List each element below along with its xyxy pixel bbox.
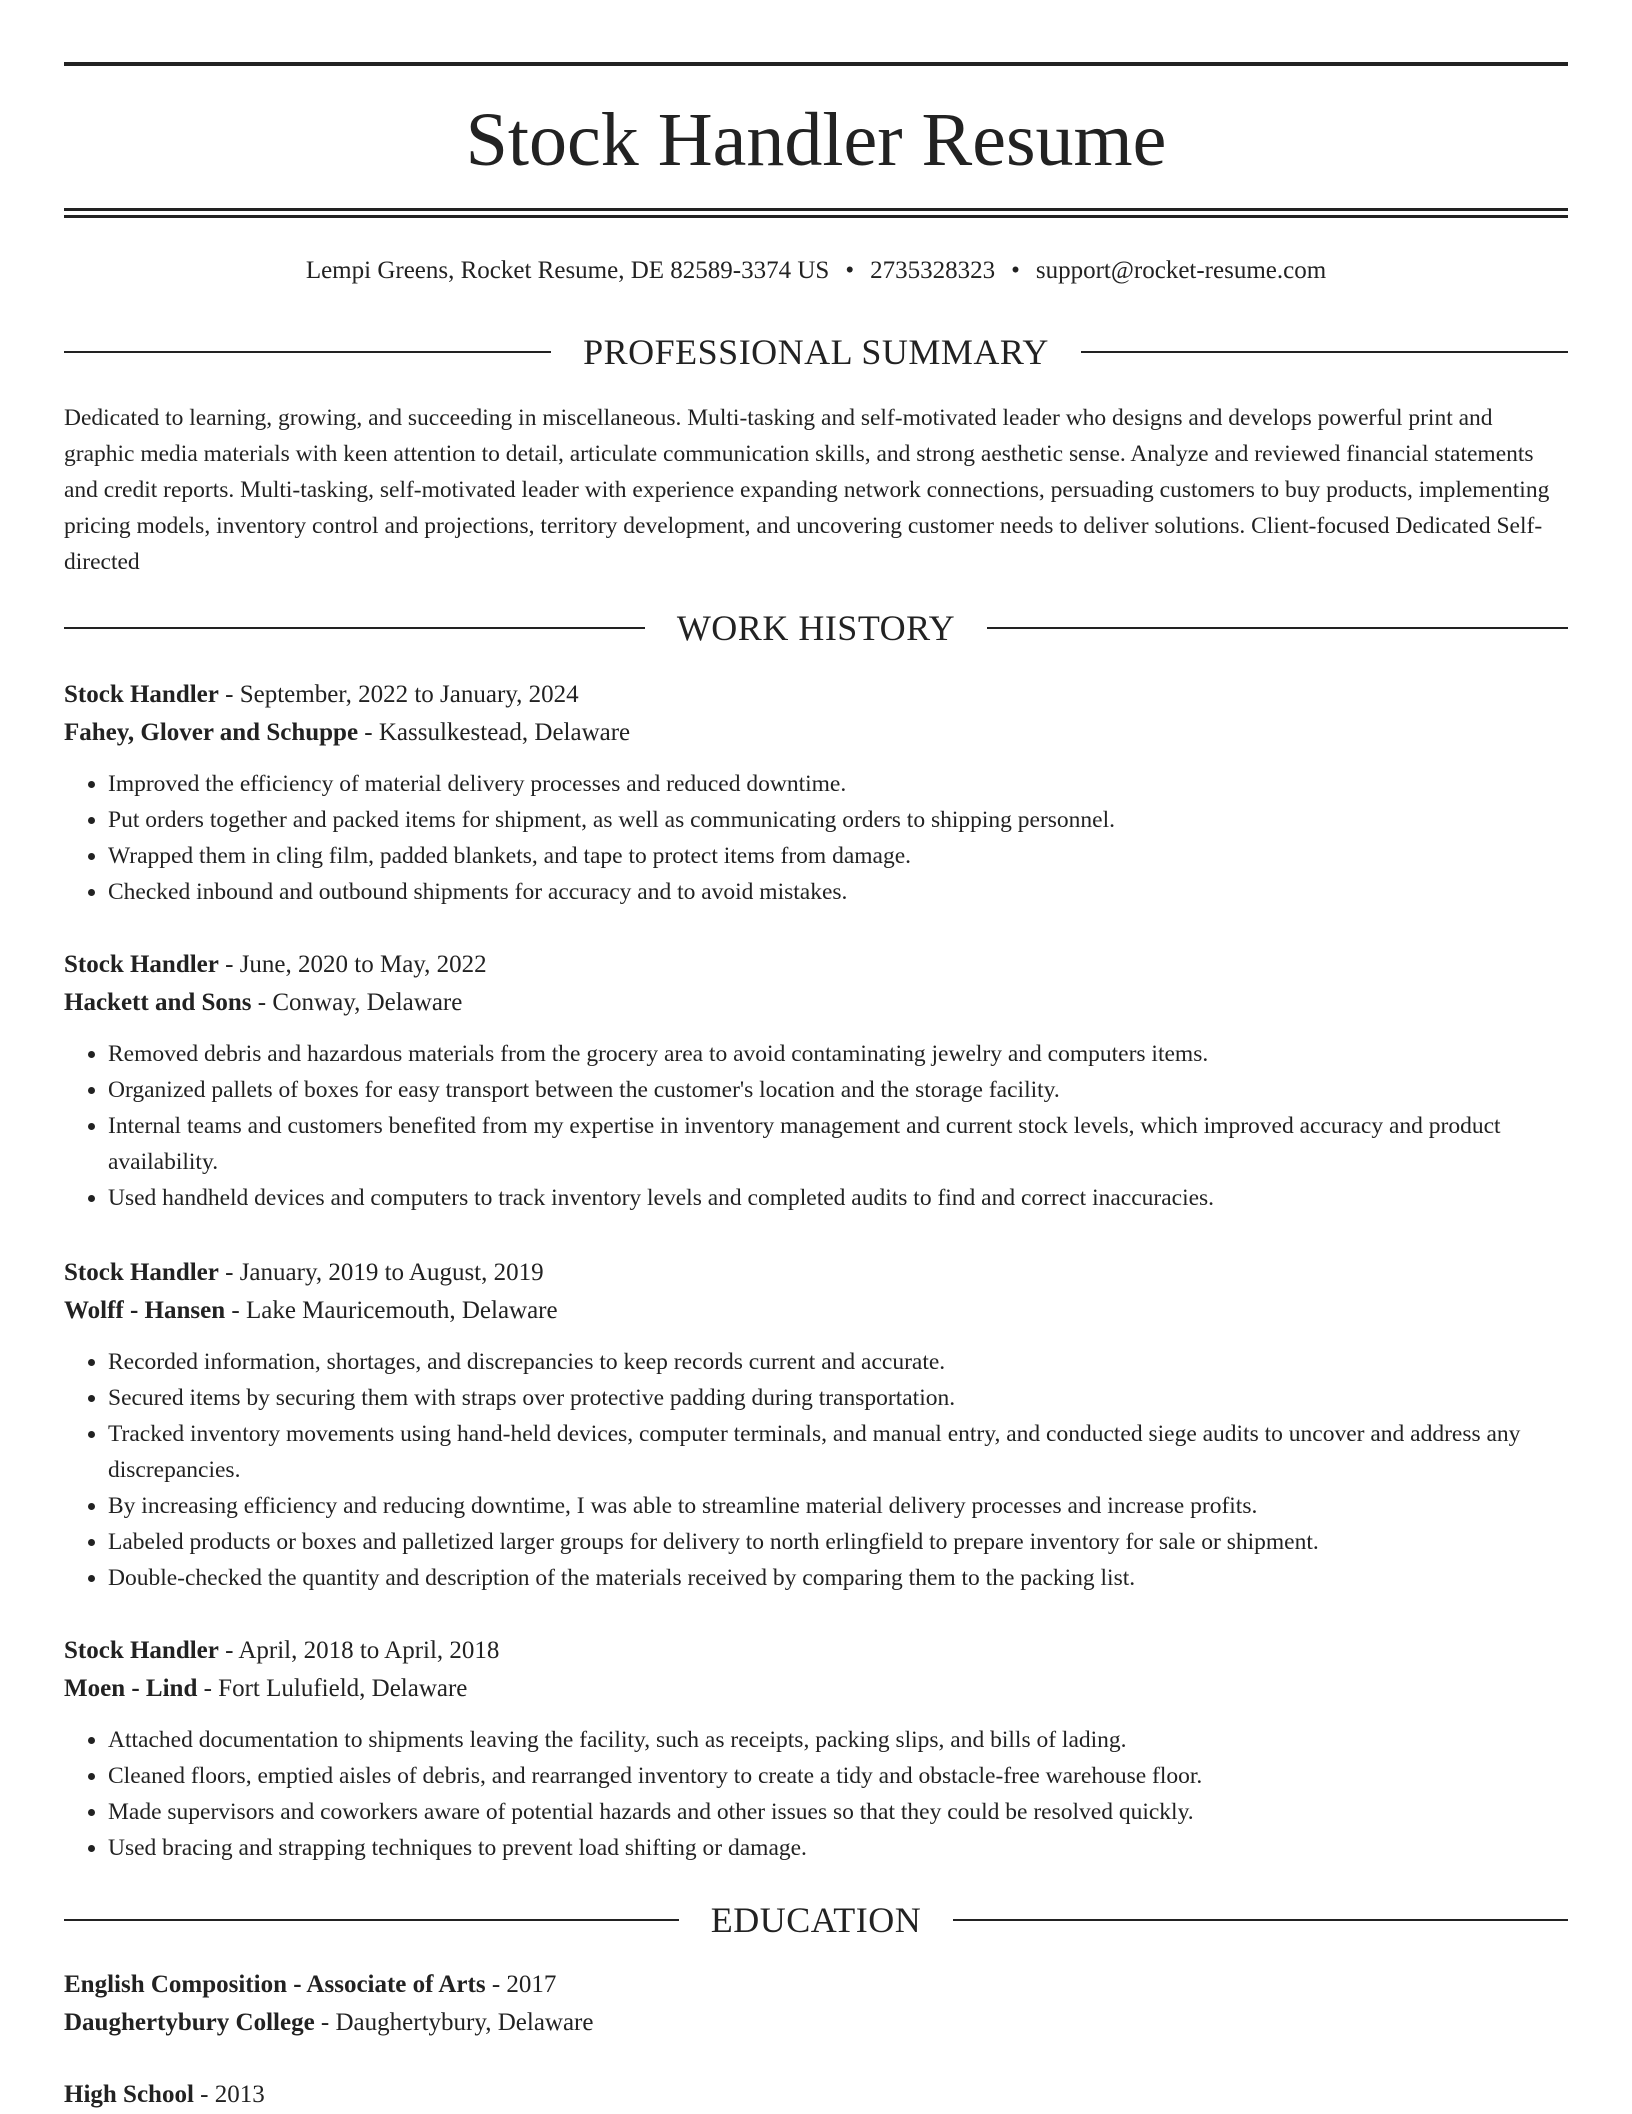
job-company-line	[64, 1292, 1568, 1330]
top-rule	[64, 62, 1568, 66]
job-title-line	[64, 676, 1568, 714]
job-bullet: • Recorded information, shortages, and discrepancies to keep records current and accurate.	[108, 1344, 1568, 1380]
job-company-line	[64, 714, 1568, 752]
job-dates: - September, 2022 to January, 2024	[218, 681, 579, 708]
job-location: - Kassulkestead, Delaware	[358, 719, 631, 746]
job-company-line	[64, 1670, 1568, 1708]
job-bullet: • Internal teams and customers benefited from my expertise in inventory management and current stock levels, which improved accuracy and product availability.	[108, 1108, 1568, 1180]
contact-separator: •	[845, 257, 855, 284]
job-bullet: • Labeled products or boxes and palletized larger groups for delivery to north erlingfield to prepare inventory for sale or shipment.	[108, 1524, 1568, 1560]
job-entry	[64, 676, 1568, 910]
job-bullet: • Secured items by securing them with straps over protective padding during transportation.	[108, 1380, 1568, 1416]
job-company: Wolff - Hansen	[64, 1297, 226, 1324]
title-double-rule	[64, 208, 1568, 218]
job-title-line	[64, 1632, 1568, 1670]
work-history-heading	[64, 606, 1568, 650]
job-bullet: • Tracked inventory movements using hand-held devices, computer terminals, and manual entry, and conducted siege audits to uncover and address any discrepancies.	[108, 1416, 1568, 1488]
summary-heading-text: PROFESSIONAL SUMMARY	[583, 332, 1049, 372]
divider-line	[64, 1919, 679, 1921]
education-heading-text: EDUCATION	[710, 1900, 922, 1940]
job-location: - Conway, Delaware	[251, 989, 463, 1016]
job-bullet: • Cleaned floors, emptied aisles of debris, and rearranged inventory to create a tidy and obstacle-free warehouse floor.	[108, 1758, 1568, 1794]
job-bullet: • Removed debris and hazardous materials from the grocery area to avoid contaminating jewelry and computers items.	[108, 1036, 1568, 1072]
job-bullet: • Made supervisors and coworkers aware of potential hazards and other issues so that they could be resolved quickly.	[108, 1794, 1568, 1830]
job-entry	[64, 1632, 1568, 1866]
education-location: - Daughertybury, Delaware	[314, 2009, 594, 2036]
work-history-heading-text: WORK HISTORY	[676, 608, 956, 648]
job-bullets	[64, 1722, 1568, 1866]
summary-heading	[64, 330, 1568, 374]
job-location: - Fort Lulufield, Delaware	[197, 1675, 468, 1702]
job-bullet: • Organized pallets of boxes for easy transport between the customer's location and the storage facility.	[108, 1072, 1568, 1108]
job-title-line	[64, 1254, 1568, 1292]
job-bullet: • Used handheld devices and computers to track inventory levels and completed audits to find and correct inaccuracies.	[108, 1180, 1568, 1216]
job-title: Stock Handler	[64, 1637, 219, 1664]
divider-line	[1081, 351, 1568, 353]
job-bullets	[64, 766, 1568, 910]
contact-separator: •	[1011, 257, 1020, 284]
contact-email: support@rocket-resume.com	[1035, 257, 1327, 284]
education-degree: High School	[64, 2081, 194, 2108]
page-title: Stock Handler Resume	[465, 98, 1167, 182]
job-dates: - January, 2019 to August, 2019	[218, 1259, 544, 1286]
education-year: - 2017	[485, 1971, 557, 1998]
job-bullet: • Used bracing and strapping techniques to prevent load shifting or damage.	[108, 1830, 1568, 1866]
summary-text: Dedicated to learning, growing, and succeeding in miscellaneous. Multi-tasking and self-motivated leader who designs and develops powerful print and graphic media materials with keen attention to detail, articulate communication skills, and strong aesthetic sense. Analyze and reviewed financial statements and credit reports. Multi-tasking, self-motivated leader with experience expanding network connections, persuading customers to buy products, implementing pricing models, inventory control and projections, territory development, and uncovering customer needs to deliver solutions. Client-focused Dedicated Self-directed	[64, 405, 1550, 575]
contact-line	[64, 254, 1568, 288]
job-bullet: • Improved the efficiency of material delivery processes and reduced downtime.	[108, 766, 1568, 802]
job-title: Stock Handler	[64, 1259, 219, 1286]
education-degree-line	[64, 2076, 1568, 2114]
job-title: Stock Handler	[64, 951, 219, 978]
education-year: - 2013	[193, 2081, 265, 2108]
job-entry	[64, 1254, 1568, 1596]
education-degree-line	[64, 1966, 1568, 2004]
job-company: Moen - Lind	[64, 1675, 198, 1702]
job-bullets	[64, 1344, 1568, 1596]
job-bullet: • Double-checked the quantity and description of the materials received by comparing them to the packing list.	[108, 1560, 1568, 1596]
job-dates: - June, 2020 to May, 2022	[218, 951, 487, 978]
job-bullet: • Put orders together and packed items for shipment, as well as communicating orders to shipping personnel.	[108, 802, 1568, 838]
contact-address: Lempi Greens, Rocket Resume, DE 82589-3374 US	[305, 257, 830, 284]
education-school-line	[64, 2004, 1568, 2042]
job-company-line	[64, 984, 1568, 1022]
education-school: Daughertybury College	[64, 2009, 315, 2036]
job-bullet: • Attached documentation to shipments leaving the facility, such as receipts, packing slips, and bills of lading.	[108, 1722, 1568, 1758]
job-company: Hackett and Sons	[64, 989, 252, 1016]
education-entry	[64, 1966, 1568, 2042]
job-location: - Lake Mauricemouth, Delaware	[225, 1297, 558, 1324]
job-bullets	[64, 1036, 1568, 1216]
education-entry	[64, 2076, 1568, 2114]
job-dates: - April, 2018 to April, 2018	[218, 1637, 500, 1664]
education-heading	[64, 1898, 1568, 1942]
job-bullet: • Checked inbound and outbound shipments for accuracy and to avoid mistakes.	[108, 874, 1568, 910]
divider-line	[64, 351, 551, 353]
job-title: Stock Handler	[64, 681, 219, 708]
education-degree: English Composition - Associate of Arts	[64, 1971, 486, 1998]
divider-line	[953, 1919, 1568, 1921]
divider-line	[64, 627, 645, 629]
divider-line	[987, 627, 1568, 629]
job-title-line	[64, 946, 1568, 984]
job-bullet: • Wrapped them in cling film, padded blankets, and tape to protect items from damage.	[108, 838, 1568, 874]
job-entry	[64, 946, 1568, 1216]
contact-phone: 2735328323	[870, 257, 996, 284]
job-bullet: • By increasing efficiency and reducing downtime, I was able to streamline material delivery processes and increase profits.	[108, 1488, 1568, 1524]
job-company: Fahey, Glover and Schuppe	[64, 719, 359, 746]
